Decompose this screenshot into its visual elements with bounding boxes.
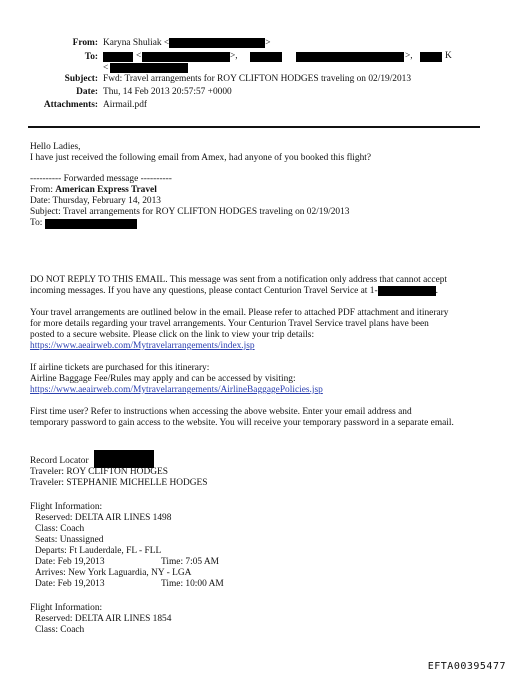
intro-text: I have just received the following email from Amex, had anyone of you booked this flight? [30,153,372,163]
flight-1-departure-date: Date: Feb 19,2013 [35,557,105,567]
to-part: < [136,51,142,61]
from-close: > [265,38,271,49]
first-time-line-1: First time user? Refer to instructions when accessing the above website. Enter your email address and [30,407,412,417]
subject-label: Subject: [64,74,98,84]
forwarded-from: From: American Express Travel [30,185,157,195]
arrangements-line-3: posted to a secure website. Please click on the link to view your trip details: [30,330,315,340]
attachments-label: Attachments: [43,100,98,110]
redaction-box [94,450,154,468]
flight-1-arrival-date: Date: Feb 19,2013 [35,579,105,589]
baggage-line-2: Airline Baggage Fee/Rules may apply and can be accessed by visiting: [30,374,296,384]
flight-1-reserved: Reserved: DELTA AIR LINES 1498 [35,513,172,523]
donotreply-line-2: incoming messages. If you have any questions, please contact Centurion Travel Service at 1- . [30,286,438,297]
donotreply-line-1: DO NOT REPLY TO THIS EMAIL. This message was sent from a notification only address that cannot accept [30,275,448,285]
redaction-box [420,52,442,62]
flight-1-seats: Seats: Unassigned [35,535,104,545]
to-label: To: [84,52,98,62]
header-divider [28,126,480,128]
flight-2-reserved: Reserved: DELTA AIR LINES 1854 [35,614,172,624]
forwarded-date: Date: Thursday, February 14, 2013 [30,196,161,206]
redaction-box [110,63,188,73]
redaction-box [378,286,436,296]
baggage-line-1: If airline tickets are purchased for this itinerary: [30,363,210,373]
from-value [103,38,271,49]
greeting: Hello Ladies, [30,142,81,152]
redaction-box [45,219,137,229]
flight-2-heading: Flight Information: [30,603,103,613]
redaction-box [296,52,404,62]
traveler-1: Traveler: ROY CLIFTON HODGES [30,467,168,477]
redaction-box [169,38,265,48]
date-label: Date: [76,87,98,97]
trip-details-link[interactable]: https://www.aeairweb.com/Mytravelarrangements/index.jsp [30,341,255,351]
arrangements-line-2: for more details regarding your travel arrangements. Your Centurion Travel Service travel plans have been [30,319,429,329]
flight-1-heading: Flight Information: [30,502,103,512]
forwarded-subject: Subject: Travel arrangements for ROY CLIFTON HODGES traveling on 02/19/2013 [30,207,350,217]
sender-name: American Express Travel [55,185,157,195]
subject-value: Fwd: Travel arrangements for ROY CLIFTON HODGES traveling on 02/19/2013 [103,74,412,84]
forwarded-marker: ---------- Forwarded message ---------- [30,174,172,184]
to-part: K [445,51,452,61]
traveler-2: Traveler: STEPHANIE MICHELLE HODGES [30,478,208,488]
flight-1-arrival-time: Time: 10:00 AM [161,579,224,589]
date-value: Thu, 14 Feb 2013 20:57:57 +0000 [103,87,232,97]
record-locator: Record Locator [30,456,89,466]
first-time-line-2: temporary password to gain access to the website. You will receive your temporary password in a separate email. [30,418,454,428]
flight-1-arrives: Arrives: New York Laguardia, NY - LGA [35,568,192,578]
flight-2-class: Class: Coach [35,625,85,635]
redaction-box [142,52,230,62]
arrangements-line-1: Your travel arrangements are outlined below in the email. Please refer to attached PDF attachment and itinerary [30,308,449,318]
redaction-box [250,52,282,62]
from-label: From: [72,38,98,48]
redaction-box [103,52,133,62]
bates-number: EFTA00395477 [427,661,506,672]
forwarded-to: To: [30,218,43,228]
flight-1-class: Class: Coach [35,524,85,534]
to-line2: < [103,63,109,73]
flight-1-departs: Departs: Ft Lauderdale, FL - FLL [35,546,162,556]
baggage-policies-link[interactable]: https://www.aeairweb.com/Mytravelarrangements/AirlineBaggagePolicies.jsp [30,385,323,395]
to-part: >, [230,51,238,61]
to-part: >, [405,51,413,61]
flight-1-departure-time: Time: 7:05 AM [161,557,220,567]
attachments-value[interactable]: Airmail.pdf [103,100,148,110]
from-name: Karyna Shuliak < [103,38,170,49]
